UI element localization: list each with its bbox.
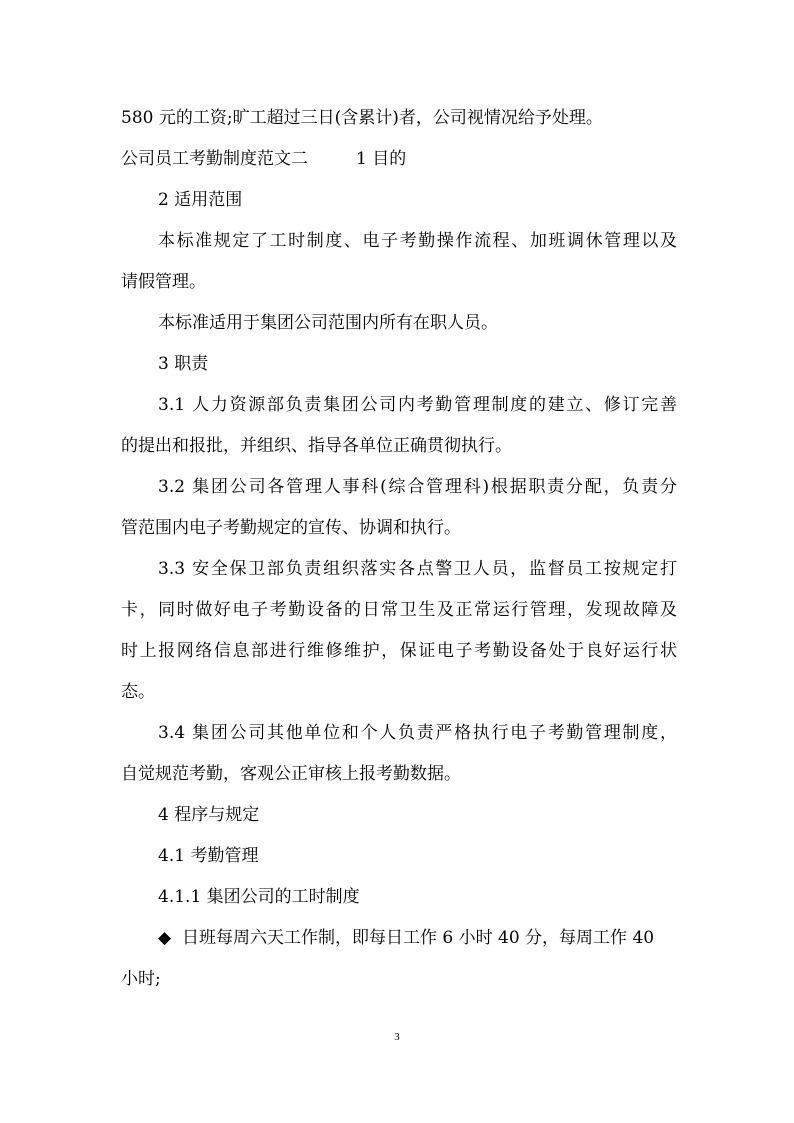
- section-heading: 4.1.1 集团公司的工时制度: [158, 887, 360, 907]
- text-line: 请假管理。: [121, 272, 206, 292]
- section-heading: 4 程序与规定: [158, 805, 260, 825]
- text-line: 的提出和报批，并组织、指导各单位正确贯彻执行。: [121, 436, 512, 456]
- text-line: 自觉规范考勤，客观公正审核上报考勤数据。: [121, 764, 461, 784]
- text-line: 本标准适用于集团公司范围内所有在职人员。: [158, 313, 498, 333]
- text-line: 小时;: [121, 969, 161, 989]
- document-body: [121, 98, 677, 1000]
- text-line: 时上报网络信息部进行维修维护，保证电子考勤设备处于良好运行状: [121, 641, 677, 661]
- text-line: 3.3 安全保卫部负责组织落实各点警卫人员，监督员工按规定打: [158, 559, 677, 579]
- text-line: 态。: [121, 682, 155, 702]
- section-heading: 3 职责: [158, 354, 209, 374]
- heading-line: [121, 139, 677, 180]
- bullet-text: 日班每周六天工作制，即每日工作 6 小时 40 分，每周工作 40: [182, 928, 655, 948]
- bullet-item: [121, 918, 677, 959]
- document-title: 公司员工考勤制度范文二: [121, 149, 308, 169]
- text-line: 580 元的工资;旷工超过三日(含累计)者，公司视情况给予处理。: [121, 108, 603, 128]
- page-number: 3: [394, 1031, 400, 1043]
- text-line: 3.1 人力资源部负责集团公司内考勤管理制度的建立、修订完善: [158, 395, 677, 415]
- diamond-bullet-icon: ◆: [158, 928, 172, 948]
- text-line: 管范围内电子考勤规定的宣传、协调和执行。: [121, 518, 461, 538]
- section-heading: 1 目的: [356, 149, 407, 169]
- section-heading: 2 适用范围: [158, 190, 243, 210]
- text-line: 3.2 集团公司各管理人事科(综合管理科)根据职责分配，负责分: [158, 477, 677, 497]
- section-heading: 4.1 考勤管理: [158, 846, 259, 866]
- text-line: 3.4 集团公司其他单位和个人负责严格执行电子考勤管理制度，: [158, 723, 677, 743]
- text-line: 卡，同时做好电子考勤设备的日常卫生及正常运行管理，发现故障及: [121, 600, 677, 620]
- text-line: 本标准规定了工时制度、电子考勤操作流程、加班调休管理以及: [158, 231, 677, 251]
